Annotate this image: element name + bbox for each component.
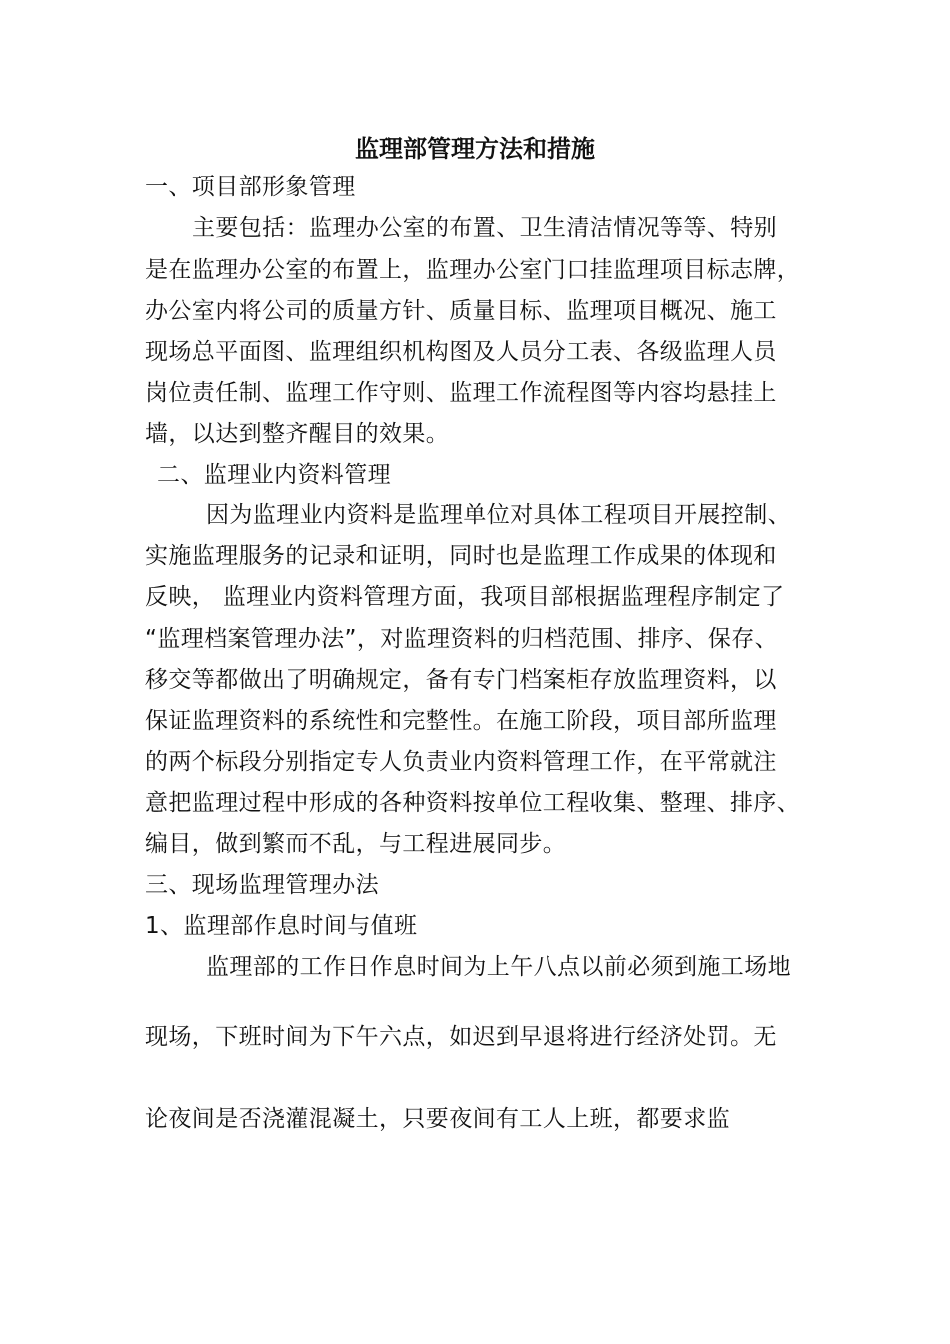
section-heading-site-supervision: 三、现场监理管理办法 bbox=[145, 872, 379, 898]
paragraph-line: 现场，下班时间为下午六点，如迟到早退将进行经济处罚。无 bbox=[145, 1024, 777, 1050]
paragraph-line: 岗位责任制、监理工作守则、监理工作流程图等内容均悬挂上 bbox=[145, 380, 777, 406]
paragraph-line: 办公室内将公司的质量方针、质量目标、监理项目概况、施工 bbox=[145, 298, 777, 324]
section-heading-internal-records: 二、监理业内资料管理 bbox=[157, 462, 391, 488]
paragraph-line: 的两个标段分别指定专人负责业内资料管理工作，在平常就注 bbox=[145, 749, 777, 775]
paragraph-line: 现场总平面图、监理组织机构图及人员分工表、各级监理人员 bbox=[145, 339, 777, 365]
paragraph-line: 反映， 监理业内资料管理方面，我项目部根据监理程序制定了 bbox=[145, 584, 785, 610]
paragraph-line: 因为监理业内资料是监理单位对具体工程项目开展控制、 bbox=[206, 502, 791, 528]
paragraph-line: 实施监理服务的记录和证明，同时也是监理工作成果的体现和 bbox=[145, 543, 777, 569]
paragraph-line: “监理档案管理办法”，对监理资料的归档范围、排序、保存、 bbox=[145, 626, 779, 652]
section-heading-image-management: 一、项目部形象管理 bbox=[145, 174, 356, 200]
paragraph-line: 保证监理资料的系统性和完整性。在施工阶段，项目部所监理 bbox=[145, 708, 777, 734]
paragraph-line: 是在监理办公室的布置上，监理办公室门口挂监理项目标志牌， bbox=[145, 257, 801, 283]
subsection-heading-work-hours: 1、监理部作息时间与值班 bbox=[145, 913, 418, 939]
paragraph-line: 论夜间是否浇灌混凝土，只要夜间有工人上班，都要求监 bbox=[145, 1106, 730, 1132]
paragraph-line: 意把监理过程中形成的各种资料按单位工程收集、整理、排序、 bbox=[145, 790, 801, 816]
paragraph-line: 监理部的工作日作息时间为上午八点以前必须到施工场地 bbox=[206, 954, 791, 980]
paragraph-line: 墙，以达到整齐醒目的效果。 bbox=[145, 421, 450, 447]
document-title: 监理部管理方法和措施 bbox=[355, 135, 595, 163]
paragraph-line: 编目，做到繁而不乱，与工程进展同步。 bbox=[145, 831, 567, 857]
paragraph-line: 主要包括：监理办公室的布置、卫生清洁情况等等、特别 bbox=[192, 215, 777, 241]
paragraph-line: 移交等都做出了明确规定，备有专门档案柜存放监理资料，以 bbox=[145, 667, 777, 693]
